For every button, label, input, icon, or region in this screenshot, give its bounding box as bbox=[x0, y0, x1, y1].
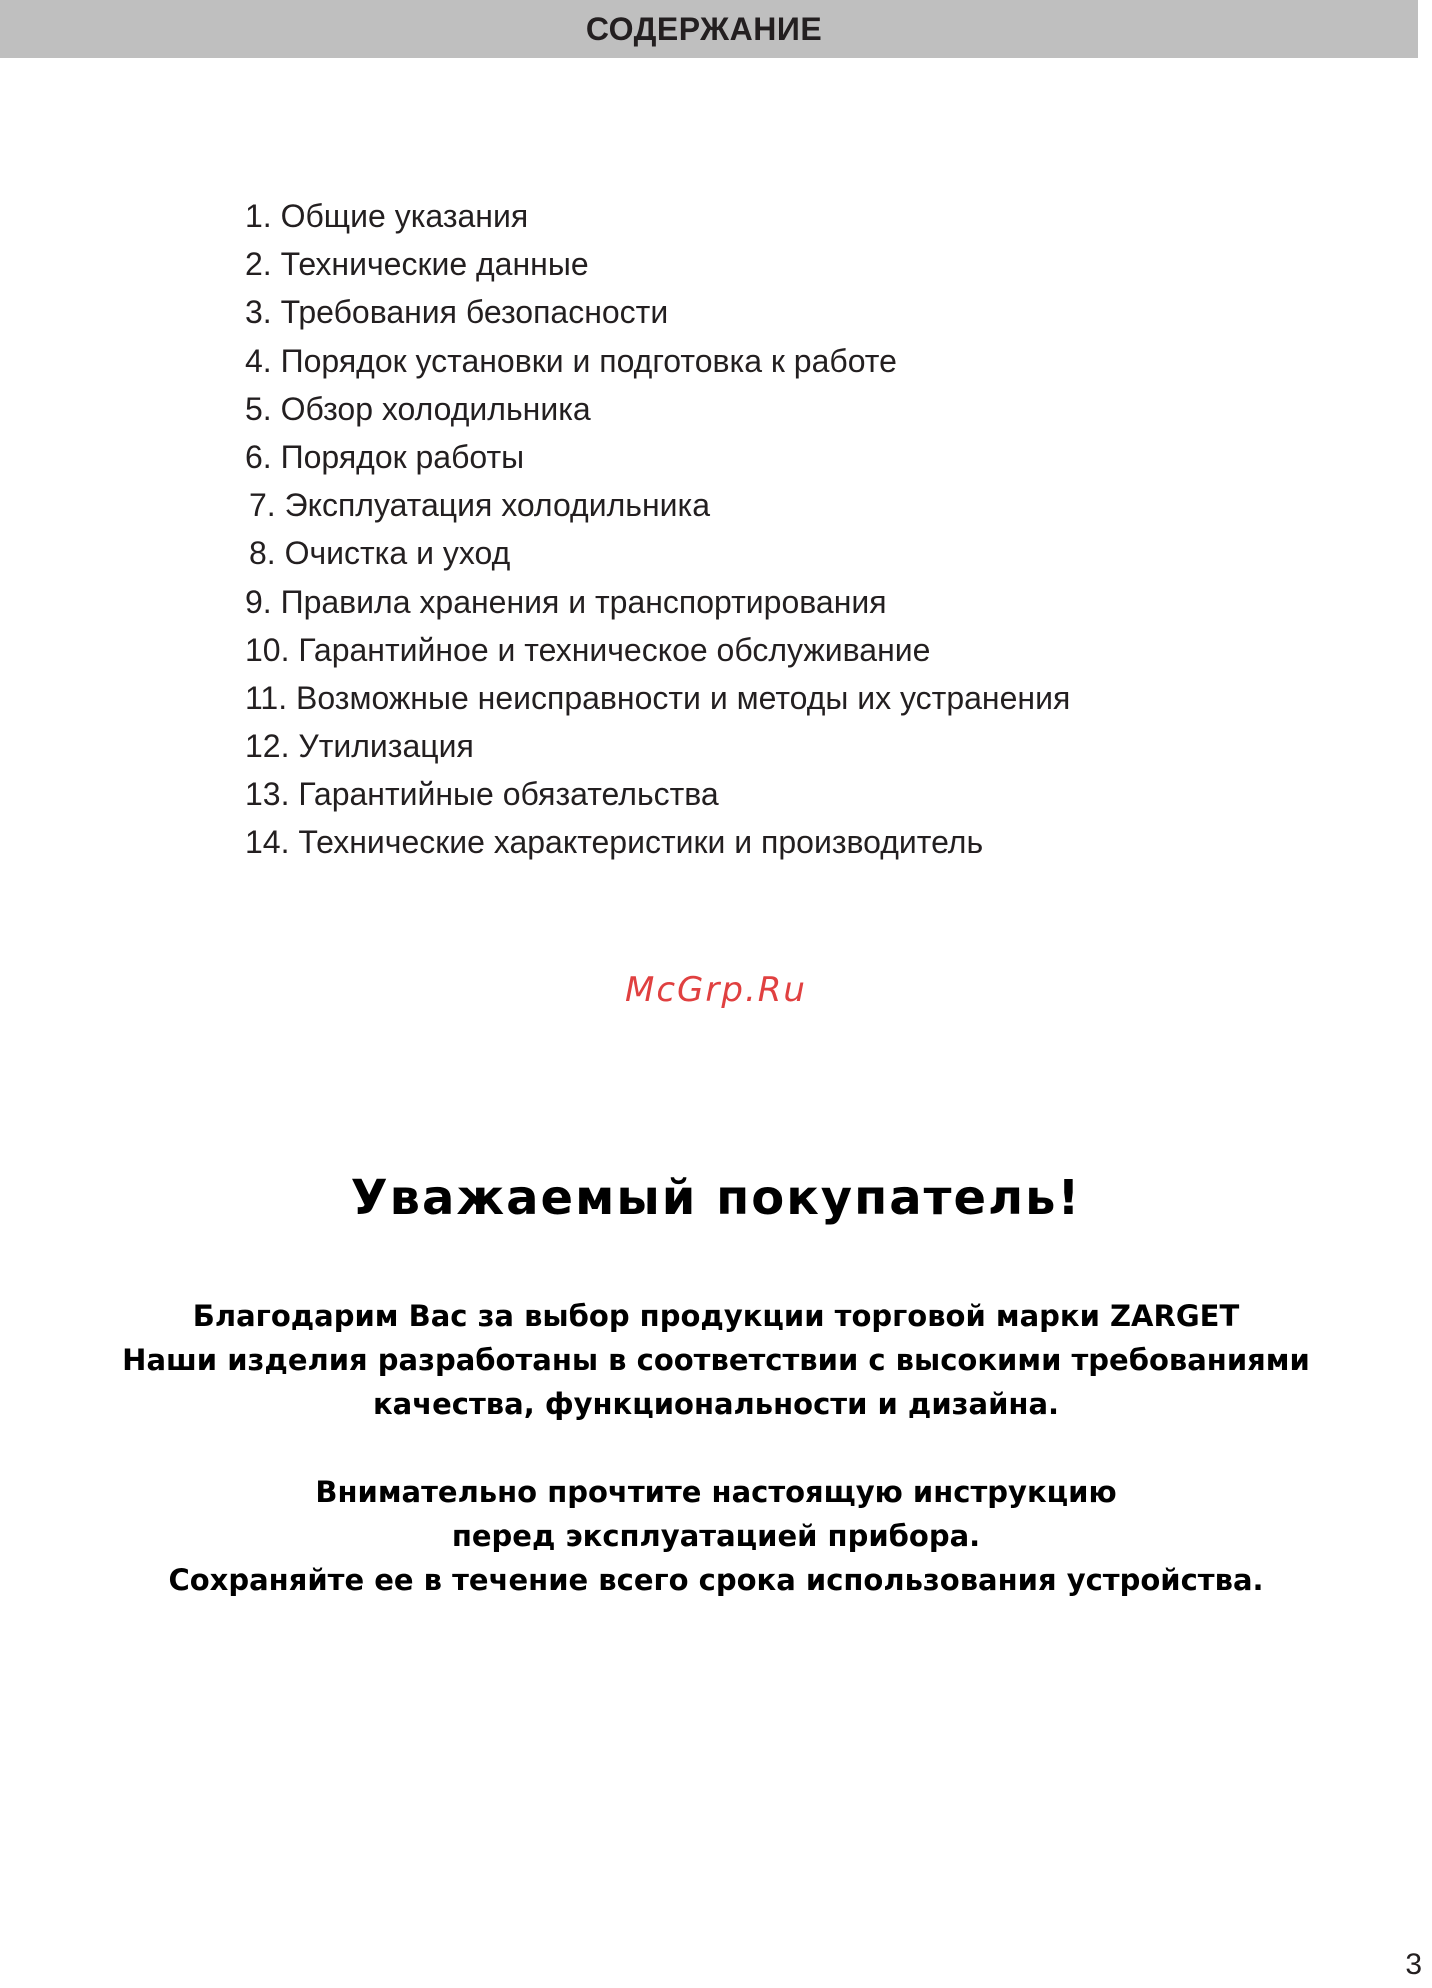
toc-item: 7. Эксплуатация холодильника bbox=[249, 487, 710, 524]
toc-item: 8. Очистка и уход bbox=[249, 535, 511, 572]
greeting-line: перед эксплуатацией прибора. bbox=[451, 1519, 981, 1553]
toc-item: 2. Технические данные bbox=[245, 246, 589, 283]
greeting-paragraph-instructions bbox=[0, 1470, 1432, 1602]
toc-item: 5. Обзор холодильника bbox=[245, 390, 591, 427]
toc-item: 3. Требования безопасности bbox=[245, 294, 669, 331]
greeting-paragraph-thanks bbox=[0, 1294, 1432, 1426]
page-number: 3 bbox=[1405, 1948, 1422, 1981]
greeting-line: Наши изделия разработаны в соответствии с высокими требованиями bbox=[122, 1343, 1310, 1377]
section-header-bar bbox=[0, 0, 1418, 58]
toc-item: 4. Порядок установки и подготовка к работе bbox=[245, 342, 897, 379]
toc-item: 6. Порядок работы bbox=[245, 438, 525, 475]
toc-item: 13. Гарантийные обязательства bbox=[245, 776, 719, 813]
toc-item: 1. Общие указания bbox=[245, 198, 529, 234]
greeting-line: качества, функциональности и дизайна. bbox=[372, 1387, 1060, 1421]
toc-item: 9. Правила хранения и транспортирования bbox=[245, 583, 887, 620]
toc-item: 10. Гарантийное и техническое обслуживание bbox=[245, 631, 931, 668]
table-of-contents bbox=[245, 192, 1070, 867]
greeting-line: Сохраняйте ее в течение всего срока использования устройства. bbox=[168, 1563, 1264, 1597]
greeting-line: Внимательно прочтите настоящую инструкцию bbox=[315, 1475, 1117, 1509]
watermark-text: McGrp.Ru bbox=[625, 970, 807, 1010]
toc-item: 14. Технические характеристики и производитель bbox=[245, 824, 984, 861]
page-title: СОДЕРЖАНИЕ bbox=[585, 10, 823, 47]
toc-item: 12. Утилизация bbox=[245, 728, 474, 765]
greeting-line: Благодарим Вас за выбор продукции торговой марки ZARGET bbox=[192, 1299, 1240, 1333]
greeting-title: Уважаемый покупатель! bbox=[350, 1170, 1082, 1226]
toc-item: 11. Возможные неисправности и методы их устранения bbox=[245, 679, 1071, 716]
